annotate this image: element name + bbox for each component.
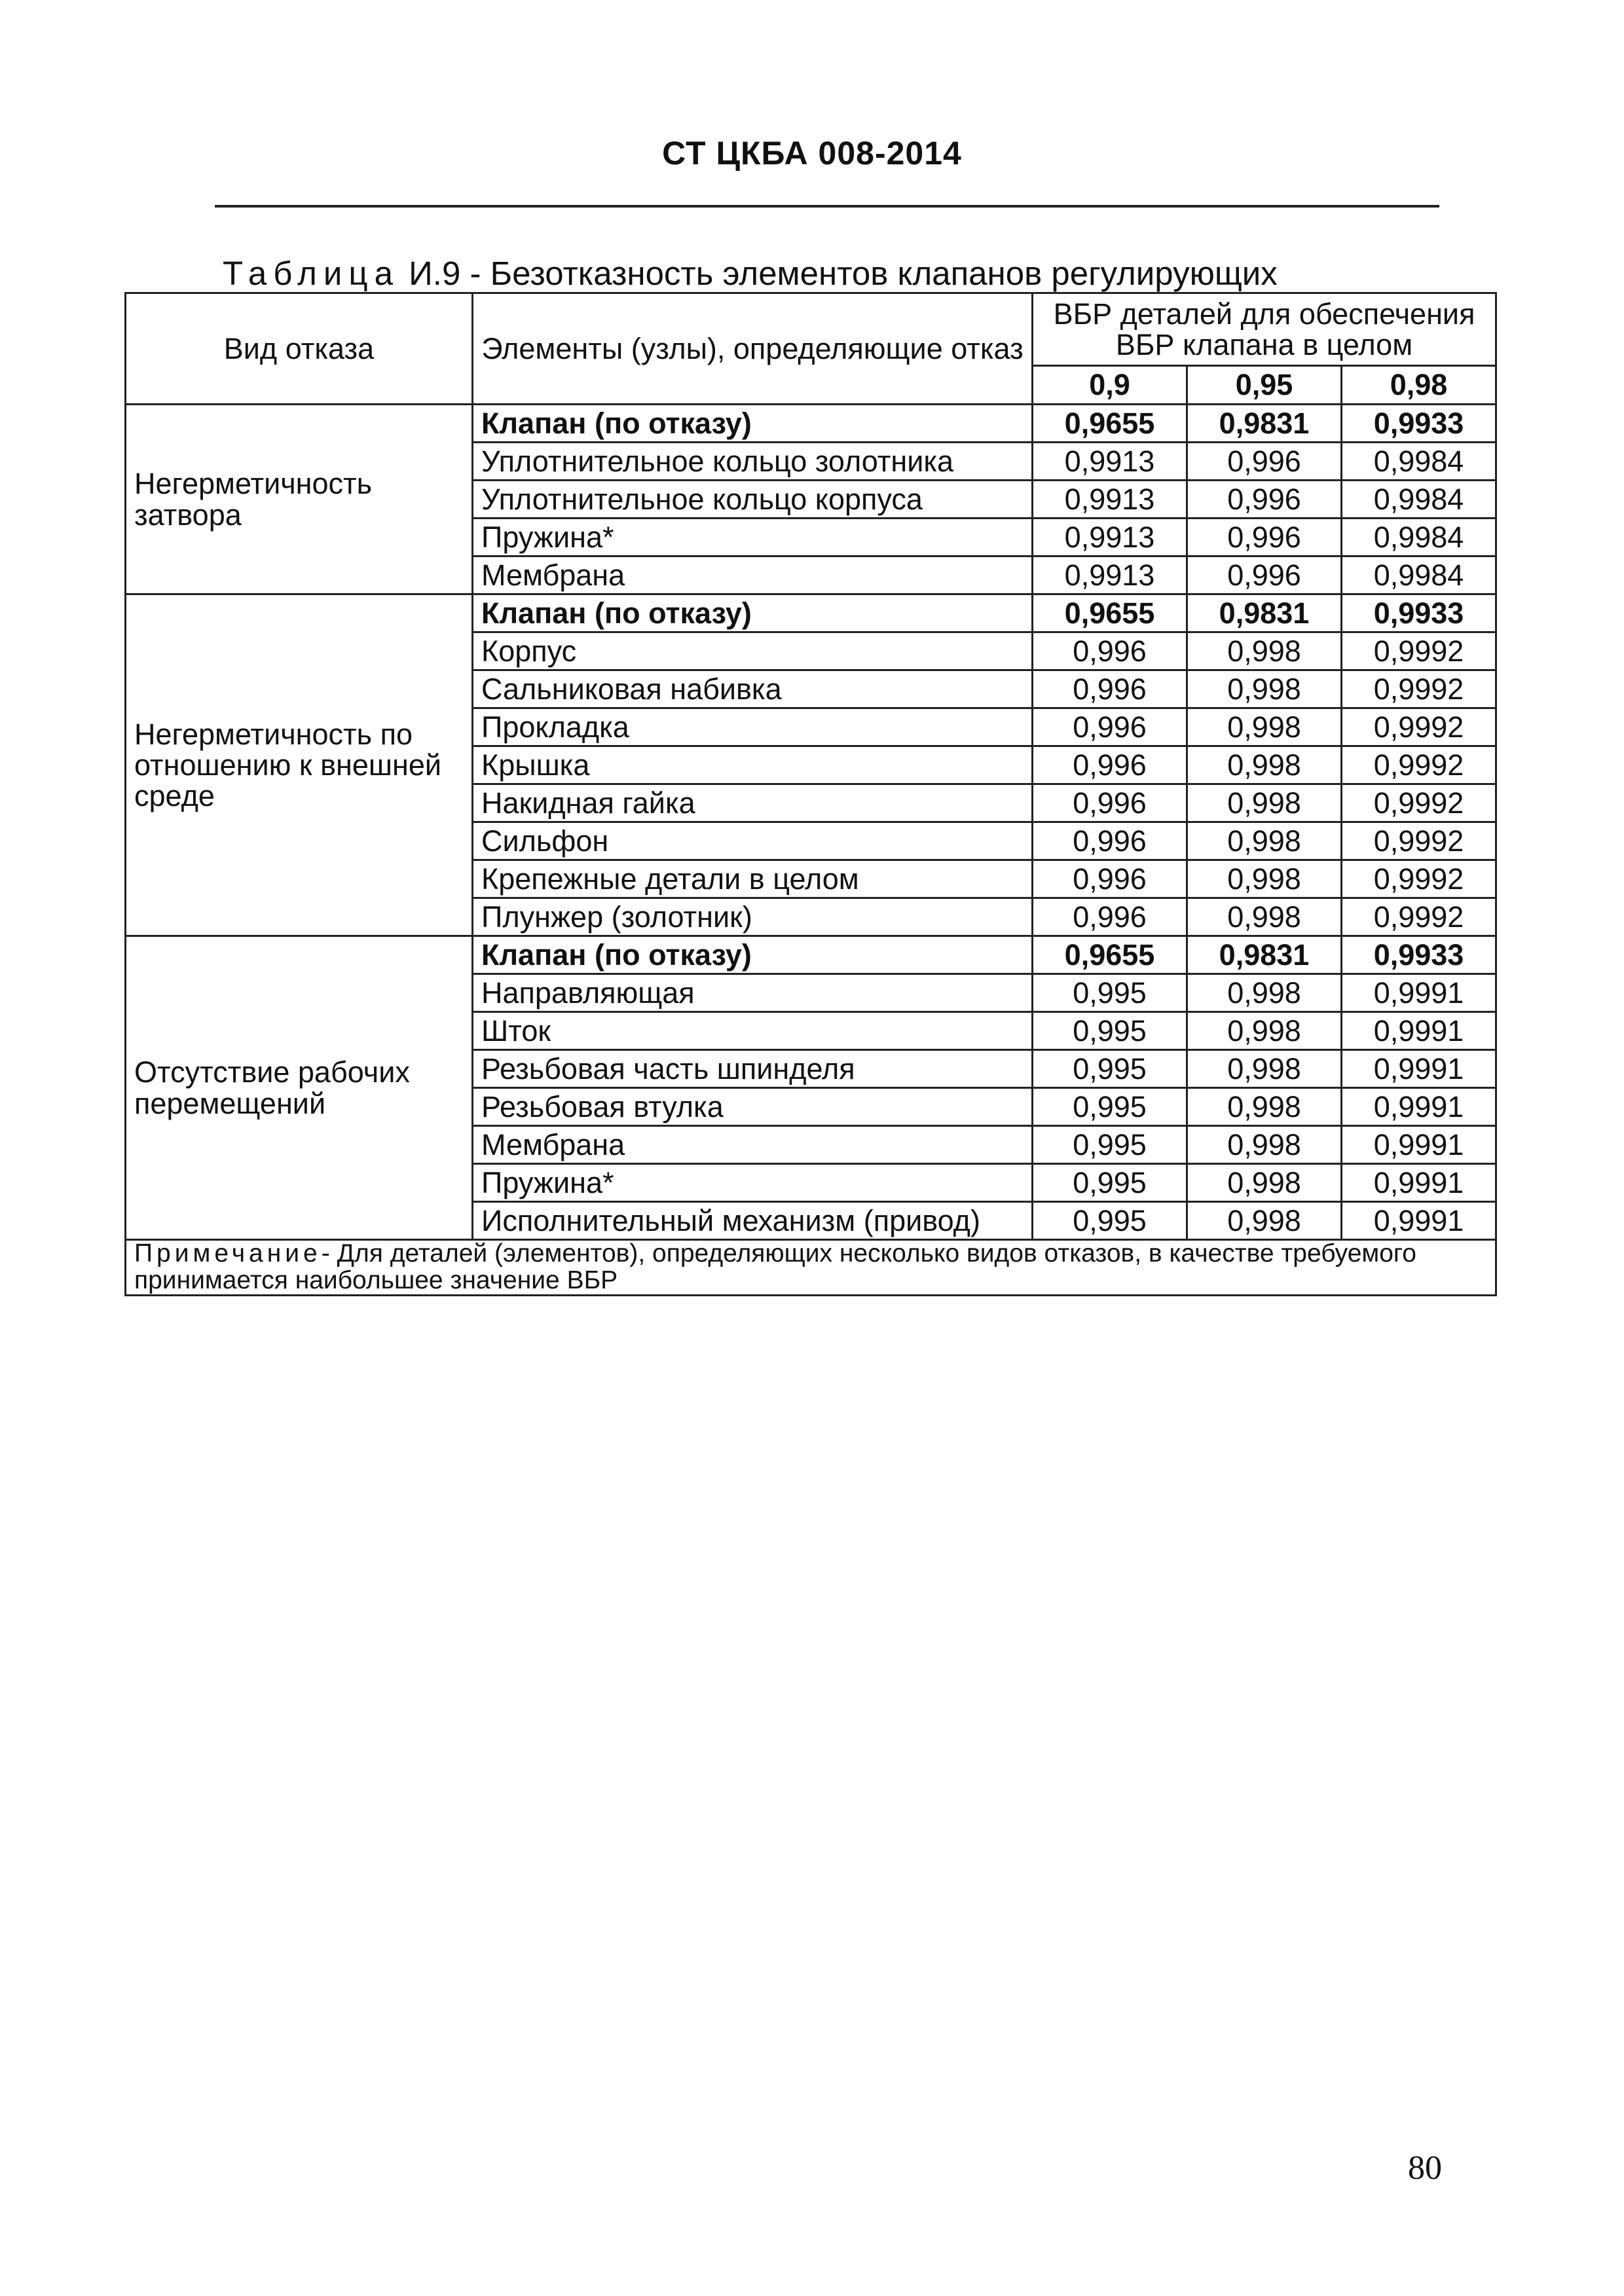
value-cell: 0,998 (1187, 898, 1342, 936)
value-cell: 0,9992 (1342, 784, 1496, 822)
value-cell: 0,9655 (1033, 594, 1187, 632)
value-cell: 0,9991 (1342, 974, 1496, 1012)
value-cell: 0,995 (1033, 1088, 1187, 1126)
value-cell: 0,9933 (1342, 405, 1496, 443)
document-code: СТ ЦКБА 008-2014 (662, 135, 962, 172)
value-cell: 0,9992 (1342, 860, 1496, 898)
value-cell: 0,996 (1033, 860, 1187, 898)
element-cell: Сальниковая набивка (473, 670, 1033, 708)
table-header-row (126, 293, 1496, 366)
value-cell: 0,9991 (1342, 1126, 1496, 1164)
table-note (126, 1240, 1496, 1296)
value-cell: 0,995 (1033, 1050, 1187, 1088)
value-cell: 0,9913 (1033, 556, 1187, 594)
element-cell: Мембрана (473, 1126, 1033, 1164)
header-elements: Элементы (узлы), определяющие отказ (473, 293, 1033, 405)
value-cell: 0,9913 (1033, 443, 1187, 481)
value-cell: 0,998 (1187, 974, 1342, 1012)
value-cell: 0,995 (1033, 1126, 1187, 1164)
value-cell: 0,996 (1187, 481, 1342, 519)
value-cell: 0,9831 (1187, 405, 1342, 443)
header-vbr-group: ВБР деталей для обеспечения ВБР клапана в целом (1033, 293, 1496, 366)
note-label: Примечание (134, 1239, 322, 1267)
value-cell: 0,995 (1033, 1012, 1187, 1050)
value-cell: 0,9991 (1342, 1088, 1496, 1126)
value-cell: 0,998 (1187, 1088, 1342, 1126)
element-cell: Крепежные детали в целом (473, 860, 1033, 898)
value-cell: 0,9991 (1342, 1202, 1496, 1240)
value-cell: 0,998 (1187, 632, 1342, 670)
value-cell: 0,9913 (1033, 519, 1187, 556)
value-cell: 0,9984 (1342, 519, 1496, 556)
value-cell: 0,9992 (1342, 746, 1496, 784)
note-text: - Для деталей (элементов), определяющих несколько видов отказов, в качестве требуемого принимается наибольшее значение ВБР (134, 1239, 1416, 1294)
value-cell: 0,998 (1187, 746, 1342, 784)
reliability-table (124, 292, 1497, 1296)
value-cell: 0,998 (1187, 822, 1342, 860)
header-value-col: 0,98 (1342, 366, 1496, 405)
element-cell: Крышка (473, 746, 1033, 784)
value-cell: 0,9992 (1342, 670, 1496, 708)
element-cell: Плунжер (золотник) (473, 898, 1033, 936)
value-cell: 0,996 (1033, 708, 1187, 746)
header-rule (215, 205, 1439, 208)
value-cell: 0,995 (1033, 1164, 1187, 1202)
failure-type-cell: Негерметичность затвора (126, 405, 473, 594)
value-cell: 0,998 (1187, 708, 1342, 746)
caption-text: Безотказность элементов клапанов регулирующих (490, 255, 1278, 292)
value-cell: 0,9933 (1342, 594, 1496, 632)
value-cell: 0,996 (1033, 898, 1187, 936)
value-cell: 0,9991 (1342, 1012, 1496, 1050)
value-cell: 0,9984 (1342, 481, 1496, 519)
header-value-col: 0,9 (1033, 366, 1187, 405)
value-cell: 0,998 (1187, 784, 1342, 822)
value-cell: 0,996 (1033, 784, 1187, 822)
value-cell: 0,995 (1033, 1202, 1187, 1240)
element-cell: Прокладка (473, 708, 1033, 746)
element-cell: Мембрана (473, 556, 1033, 594)
value-cell: 0,9831 (1187, 936, 1342, 974)
value-cell: 0,9991 (1342, 1164, 1496, 1202)
value-cell: 0,9933 (1342, 936, 1496, 974)
value-cell: 0,995 (1033, 974, 1187, 1012)
table-row (126, 405, 1496, 443)
caption-prefix: Таблица (223, 255, 399, 292)
caption-number: И.9 (409, 255, 461, 292)
value-cell: 0,996 (1033, 670, 1187, 708)
element-cell: Шток (473, 1012, 1033, 1050)
header-failure-type: Вид отказа (126, 293, 473, 405)
element-cell: Пружина* (473, 1164, 1033, 1202)
value-cell: 0,9655 (1033, 405, 1187, 443)
value-cell: 0,9992 (1342, 898, 1496, 936)
value-cell: 0,998 (1187, 1126, 1342, 1164)
element-cell: Клапан (по отказу) (473, 936, 1033, 974)
header-value-col: 0,95 (1187, 366, 1342, 405)
value-cell: 0,998 (1187, 860, 1342, 898)
value-cell: 0,9992 (1342, 708, 1496, 746)
element-cell: Сильфон (473, 822, 1033, 860)
element-cell: Исполнительный механизм (привод) (473, 1202, 1033, 1240)
value-cell: 0,996 (1187, 443, 1342, 481)
table-note-row (126, 1240, 1496, 1296)
value-cell: 0,996 (1033, 746, 1187, 784)
value-cell: 0,9984 (1342, 556, 1496, 594)
failure-type-cell: Отсутствие рабочих перемещений (126, 936, 473, 1240)
value-cell: 0,998 (1187, 1050, 1342, 1088)
value-cell: 0,9992 (1342, 822, 1496, 860)
failure-type-cell: Негерметичность по отношению к внешней среде (126, 594, 473, 936)
value-cell: 0,998 (1187, 1202, 1342, 1240)
element-cell: Клапан (по отказу) (473, 594, 1033, 632)
element-cell: Пружина* (473, 519, 1033, 556)
element-cell: Клапан (по отказу) (473, 405, 1033, 443)
value-cell: 0,996 (1033, 632, 1187, 670)
element-cell: Уплотнительное кольцо корпуса (473, 481, 1033, 519)
value-cell: 0,9984 (1342, 443, 1496, 481)
element-cell: Направляющая (473, 974, 1033, 1012)
value-cell: 0,998 (1187, 670, 1342, 708)
value-cell: 0,998 (1187, 1164, 1342, 1202)
table-row (126, 936, 1496, 974)
element-cell: Накидная гайка (473, 784, 1033, 822)
value-cell: 0,9655 (1033, 936, 1187, 974)
value-cell: 0,996 (1033, 822, 1187, 860)
value-cell: 0,9992 (1342, 632, 1496, 670)
element-cell: Резьбовая часть шпинделя (473, 1050, 1033, 1088)
value-cell: 0,996 (1187, 556, 1342, 594)
table-caption (223, 254, 1467, 293)
element-cell: Уплотнительное кольцо золотника (473, 443, 1033, 481)
page-number: 80 (1408, 2149, 1442, 2187)
caption-separator: - (470, 255, 481, 292)
value-cell: 0,9991 (1342, 1050, 1496, 1088)
element-cell: Корпус (473, 632, 1033, 670)
value-cell: 0,996 (1187, 519, 1342, 556)
element-cell: Резьбовая втулка (473, 1088, 1033, 1126)
value-cell: 0,998 (1187, 1012, 1342, 1050)
table-row (126, 594, 1496, 632)
value-cell: 0,9913 (1033, 481, 1187, 519)
value-cell: 0,9831 (1187, 594, 1342, 632)
